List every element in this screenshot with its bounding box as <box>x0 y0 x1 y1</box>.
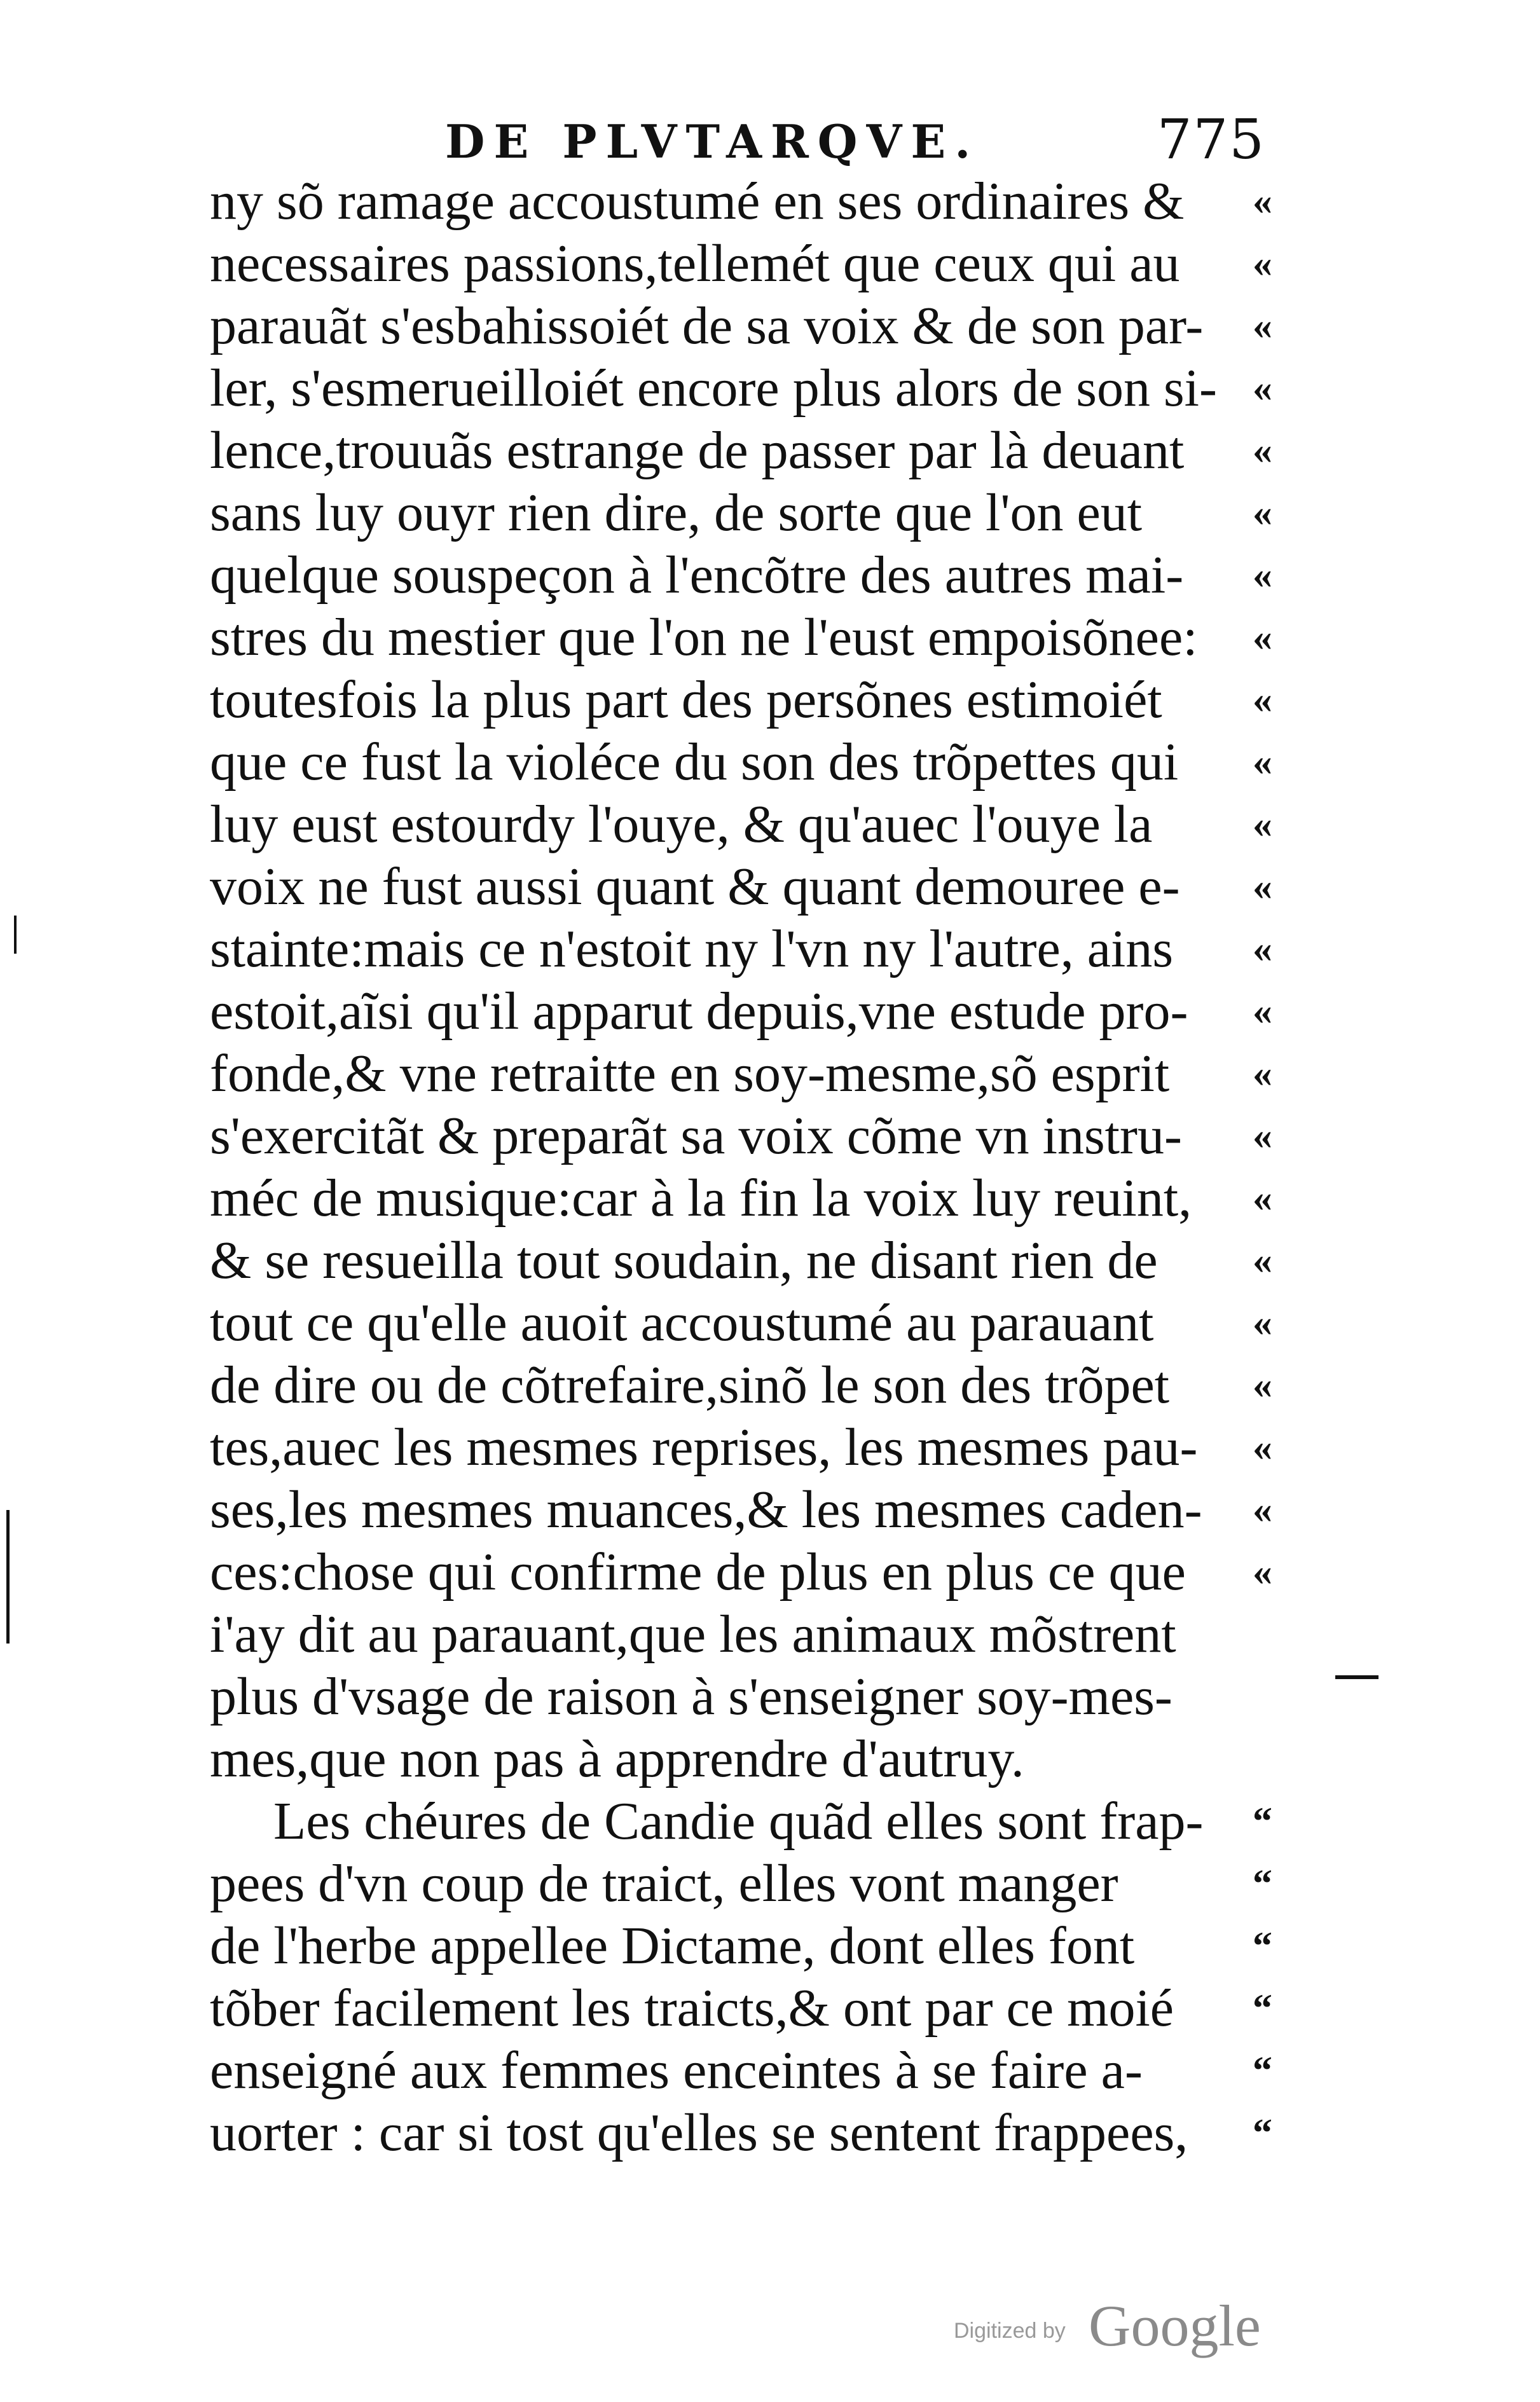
quotation-mark: « <box>1253 1426 1272 1469</box>
quotation-mark: « <box>1253 741 1272 784</box>
body-text <box>210 170 1323 2164</box>
line-text: quelque souspeçon à l'encõtre des autres mai- <box>210 546 1184 605</box>
line-text: tõber facilement les traicts,& ont par ce moié <box>210 1979 1174 2038</box>
margin-rule <box>1335 1675 1378 1679</box>
quotation-mark: « <box>1253 678 1272 722</box>
quotation-mark: « <box>1253 491 1272 535</box>
quotation-mark: « <box>1253 1488 1272 1532</box>
watermark-brand: Google <box>1089 2293 1261 2358</box>
quotation-mark: « <box>1253 928 1272 971</box>
quotation-mark: « <box>1253 1239 1272 1282</box>
line-text: que ce fust la violéce du son des trõpettes qui <box>210 732 1179 792</box>
text-line <box>210 1479 1323 1541</box>
text-line <box>210 731 1323 793</box>
quotation-mark: « <box>1253 1115 1272 1158</box>
line-text: ces:chose qui confirme de plus en plus ce que <box>210 1542 1186 1602</box>
quotation-mark: “ <box>1253 1925 1272 1968</box>
quotation-mark: « <box>1253 1551 1272 1594</box>
text-line <box>210 1666 1323 1728</box>
line-text: voix ne fust aussi quant & quant demouree e- <box>210 857 1180 916</box>
quotation-mark: “ <box>1253 2049 1272 2092</box>
text-line <box>210 607 1323 669</box>
text-line <box>210 980 1323 1043</box>
text-line <box>210 1728 1323 1790</box>
line-text: necessaires passions,tellemét que ceux qui au <box>210 234 1180 293</box>
line-text: tout ce qu'elle auoit accoustumé au parauant <box>210 1293 1154 1352</box>
watermark-prefix: Digitized by <box>954 2319 1066 2343</box>
line-text: & se resueilla tout soudain, ne disant rien de <box>210 1231 1158 1290</box>
line-text: mes,que non pas à apprendre d'autruy. <box>210 1729 1024 1788</box>
text-line <box>210 357 1323 420</box>
text-line <box>210 295 1323 357</box>
text-line <box>210 1853 1323 1915</box>
quotation-mark: « <box>1253 1052 1272 1095</box>
text-line <box>210 1603 1323 1666</box>
text-line <box>210 420 1323 482</box>
line-text: méc de musique:car à la fin la voix luy reuint, <box>210 1169 1192 1228</box>
line-text: uorter : car si tost qu'elles se sentent frappees, <box>210 2103 1188 2162</box>
line-text: ler, s'esmerueilloiét encore plus alors de son si- <box>210 359 1217 418</box>
line-text: luy eust estourdy l'ouye, & qu'auec l'ouye la <box>210 795 1153 854</box>
line-text: ny sõ ramage accoustumé en ses ordinaires & <box>210 172 1185 231</box>
text-line <box>210 1105 1323 1167</box>
quotation-mark: « <box>1253 180 1272 223</box>
line-text: s'exercitãt & preparãt sa voix cõme vn instru- <box>210 1106 1182 1165</box>
quotation-mark: « <box>1253 554 1272 597</box>
quotation-mark: “ <box>1253 1987 1272 2030</box>
quotation-mark: “ <box>1253 1800 1272 1843</box>
running-title: DE PLVTARQVE. <box>445 114 980 168</box>
running-head <box>445 108 1272 178</box>
text-line <box>210 793 1323 856</box>
text-line <box>210 1230 1323 1292</box>
quotation-mark: « <box>1253 305 1272 348</box>
text-line <box>210 669 1323 731</box>
line-text: i'ay dit au parauant,que les animaux mõstrent <box>210 1605 1176 1664</box>
text-line <box>210 918 1323 980</box>
quotation-mark: « <box>1253 1301 1272 1345</box>
line-text: stres du mestier que l'on ne l'eust empoisõnee: <box>210 608 1198 667</box>
text-line <box>210 1417 1323 1479</box>
line-text: toutesfois la plus part des persõnes estimoiét <box>210 670 1162 729</box>
quotation-mark: « <box>1253 1177 1272 1220</box>
text-line <box>210 1915 1323 1977</box>
line-text: lence,trouuãs estrange de passer par là deuant <box>210 421 1185 480</box>
text-line <box>210 1292 1323 1354</box>
line-text: parauãt s'esbahissoiét de sa voix & de son par- <box>210 296 1204 355</box>
text-line <box>210 2102 1323 2164</box>
line-text: sans luy ouyr rien dire, de sorte que l'on eut <box>210 483 1143 542</box>
line-text: tes,auec les mesmes reprises, les mesmes pau- <box>210 1418 1198 1477</box>
text-line <box>210 1167 1323 1230</box>
quotation-mark: « <box>1253 865 1272 909</box>
text-line <box>210 1541 1323 1603</box>
quotation-mark: « <box>1253 616 1272 659</box>
quotation-mark: « <box>1253 242 1272 285</box>
line-text: de dire ou de cõtrefaire,sinõ le son des trõpet <box>210 1355 1170 1415</box>
quotation-mark: « <box>1253 803 1272 846</box>
text-line <box>210 856 1323 918</box>
line-text: ses,les mesmes muances,& les mesmes caden- <box>210 1480 1202 1539</box>
page-number: 775 <box>1157 108 1265 172</box>
line-text: plus d'vsage de raison à s'enseigner soy-mes- <box>210 1667 1172 1726</box>
text-line <box>210 544 1323 607</box>
text-line <box>210 1790 1323 1853</box>
text-line <box>210 1354 1323 1417</box>
line-text: stainte:mais ce n'estoit ny l'vn ny l'autre, ains <box>210 919 1174 978</box>
line-text: enseigné aux femmes enceintes à se faire a- <box>210 2041 1143 2100</box>
digitization-watermark <box>954 2292 1284 2356</box>
line-text: pees d'vn coup de traict, elles vont manger <box>210 1854 1118 1913</box>
line-text: estoit,aĩsi qu'il apparut depuis,vne estude pro- <box>210 982 1188 1041</box>
line-text: Les chéures de Candie quãd elles sont frap- <box>273 1792 1204 1851</box>
margin-rule <box>6 1510 10 1644</box>
quotation-mark: « <box>1253 367 1272 410</box>
quotation-mark: “ <box>1253 2111 1272 2155</box>
text-line <box>210 2040 1323 2102</box>
quotation-mark: « <box>1253 990 1272 1033</box>
line-text: de l'herbe appellee Dictame, dont elles font <box>210 1916 1135 1975</box>
quotation-mark: « <box>1253 429 1272 472</box>
text-line <box>210 1977 1323 2040</box>
text-line <box>210 482 1323 544</box>
quotation-mark: « <box>1253 1364 1272 1407</box>
text-line <box>210 1043 1323 1105</box>
text-line <box>210 170 1323 233</box>
margin-rule <box>14 916 17 954</box>
line-text: fonde,& vne retraitte en soy-mesme,sõ esprit <box>210 1044 1170 1103</box>
text-line <box>210 233 1323 295</box>
quotation-mark: “ <box>1253 1862 1272 1905</box>
